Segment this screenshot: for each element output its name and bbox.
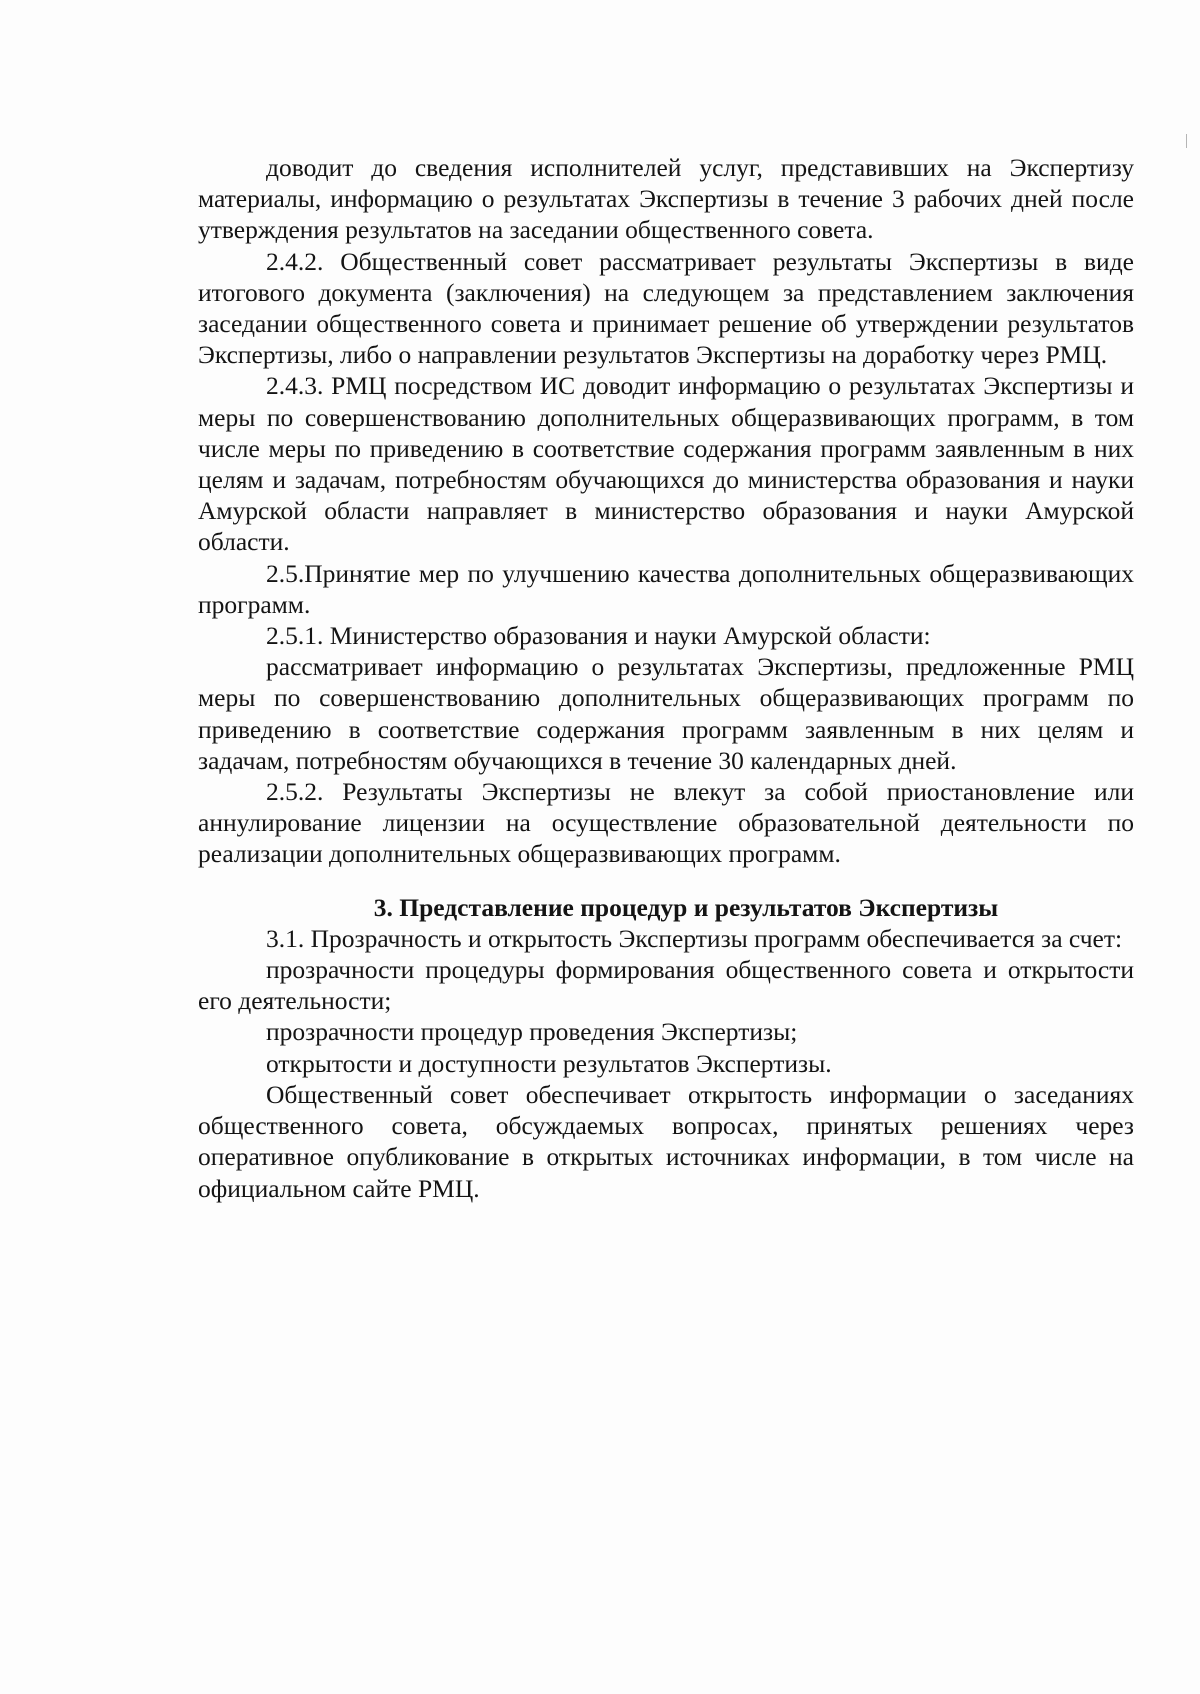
paragraph-council-openness: Общественный совет обеспечивает открытость информации о заседаниях общественного совета, обсуждаемых вопросах, принятых решениях через оперативное опубликование в открытых источниках информации, в том числе на официальном сайте РМЦ. bbox=[198, 1079, 1134, 1203]
paragraph-continuation: доводит до сведения исполнителей услуг, представивших на Экспертизу материалы, информацию о результатах Экспертизы в течение 3 рабочих дней после утверждения результатов на заседании общественного совета. bbox=[198, 153, 1134, 245]
list-item-procedure-transparency: прозрачности процедуры формирования общественного совета и открытости его деятельности; bbox=[198, 955, 1134, 1016]
paragraph-2-4-2: 2.4.2. Общественный совет рассматривает результаты Экспертизы в виде итогового документа (заключения) на следующем за представлением заключения заседании общественного совета и принимает решение об утверждении результатов Экспертизы, либо о направлении результатов Экспертизы на доработку через РМЦ. bbox=[198, 246, 1134, 370]
document-body bbox=[198, 152, 1134, 1204]
paragraph-3-1: 3.1. Прозрачность и открытость Экспертизы программ обеспечивается за счет: bbox=[266, 923, 1123, 953]
paragraph-2-5-1: 2.5.1. Министерство образования и науки Амурской области: bbox=[266, 621, 931, 651]
scan-artifact bbox=[1186, 134, 1187, 148]
paragraph-2-5-2: 2.5.2. Результаты Экспертизы не влекут за собой приостановление или аннулирование лицензии на осуществление образовательной деятельности по реализации дополнительных общеразвивающих программ. bbox=[198, 777, 1134, 869]
list-item-results-openness: открытости и доступности результатов Экспертизы. bbox=[266, 1048, 832, 1078]
list-item-expertise-transparency: прозрачности процедур проведения Экспертизы; bbox=[266, 1017, 798, 1047]
paragraph-2-4-3: 2.4.3. РМЦ посредством ИС доводит информацию о результатах Экспертизы и меры по совершенствованию дополнительных общеразвивающих программ, в том числе меры по приведению в соответствие содержания программ заявленным в них целям и задачам, потребностям обучающихся до министерства образования и науки Амурской области направляет в министерство образования и науки Амурской области. bbox=[198, 371, 1134, 557]
section-heading: 3. Представление процедур и результатов Экспертизы bbox=[373, 892, 999, 922]
paragraph-2-5: 2.5.Принятие мер по улучшению качества дополнительных общеразвивающих программ. bbox=[198, 558, 1134, 619]
paragraph-2-5-1-text: рассматривает информацию о результатах Экспертизы, предложенные РМЦ меры по совершенствованию дополнительных общеразвивающих программ по приведению в соответствие содержания программ заявленным в них целям и задачам, потребностям обучающихся в течение 30 календарных дней. bbox=[198, 652, 1134, 775]
